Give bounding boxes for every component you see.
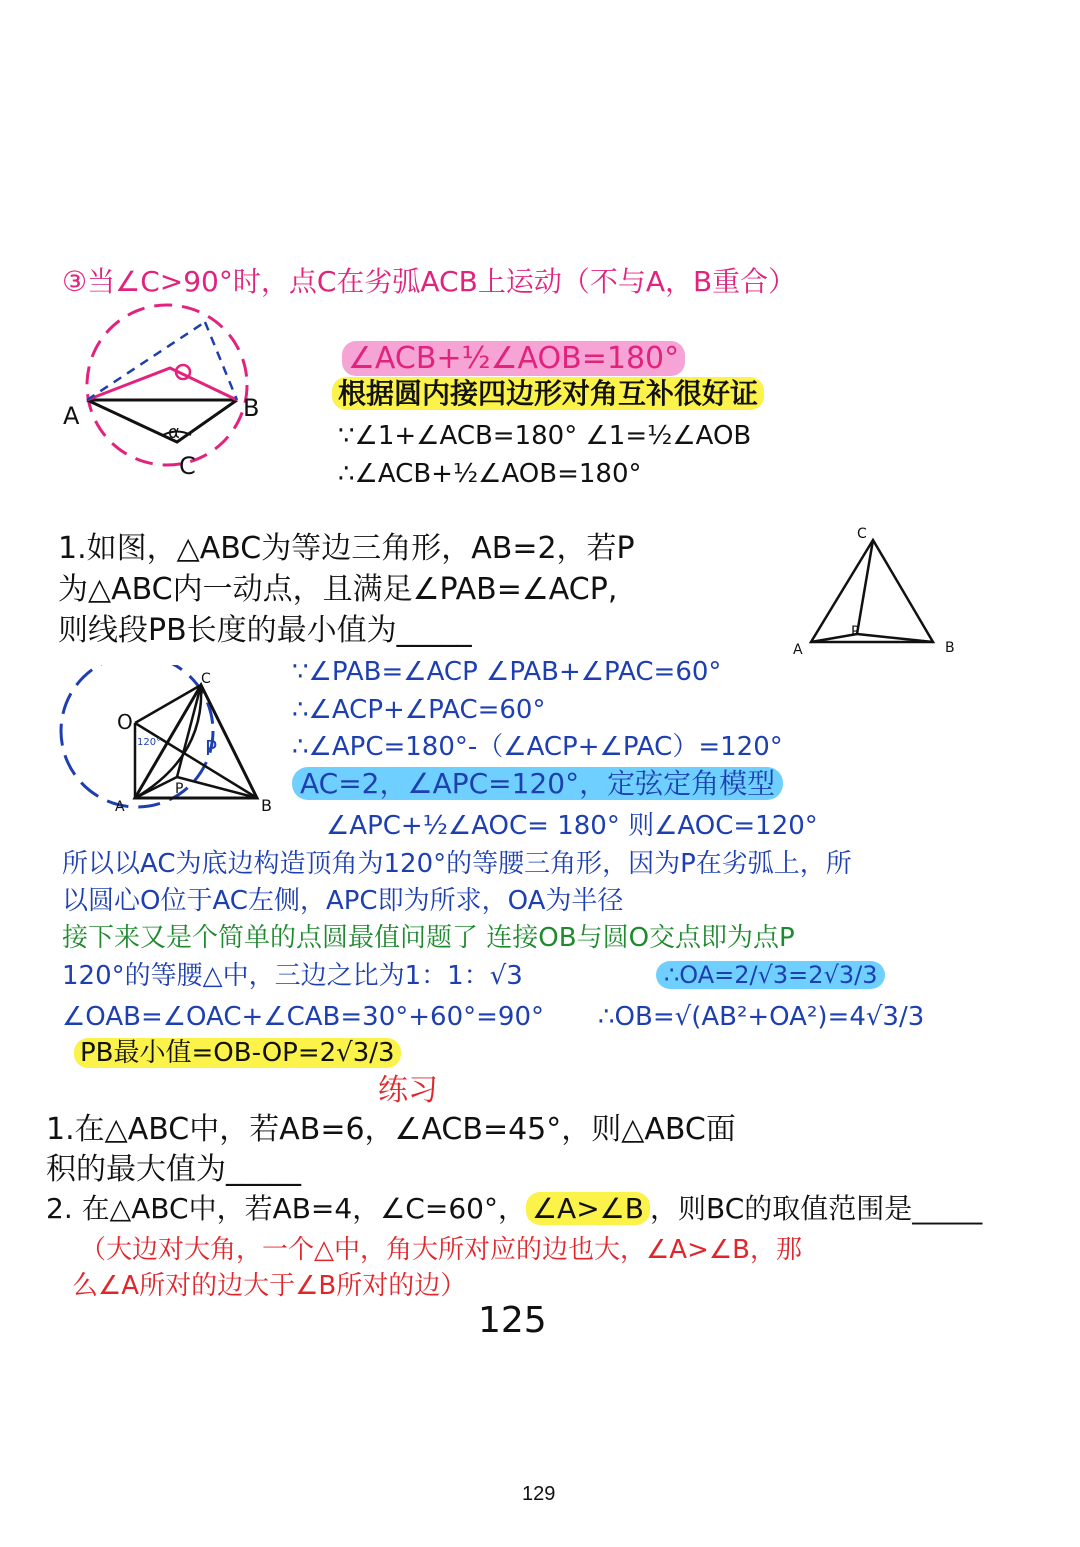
solution-paragraph-2: 以圆心O位于AC左侧，APC即为所求，OA为半径 bbox=[62, 886, 624, 916]
problem1-line1: 1.如图，△ABC为等边三角形，AB=2，若P bbox=[58, 531, 635, 566]
figure1-circle-diagram bbox=[55, 300, 285, 490]
figure3-label-b: B bbox=[261, 796, 272, 815]
figure1-lines-aob bbox=[87, 368, 237, 400]
figure3-construction-diagram bbox=[55, 665, 285, 825]
figure1-label-a: A bbox=[63, 402, 80, 430]
figure3-label-o: O bbox=[117, 710, 133, 734]
figure2-label-c: C bbox=[857, 526, 867, 542]
handwritten-page-number: 125 bbox=[478, 1300, 547, 1341]
section3-heading: ③当∠C>90°时，点C在劣弧ACB上运动（不与A，B重合） bbox=[62, 265, 797, 298]
figure1-dashed-a bbox=[87, 322, 205, 400]
exercise-note-line2: 么∠A所对的边大于∠B所对的边） bbox=[72, 1271, 467, 1301]
figure3-label-p-upper: P bbox=[205, 736, 218, 760]
figure1-label-c: C bbox=[179, 452, 196, 480]
figure2-triangle-diagram bbox=[785, 522, 965, 662]
exercise-note-line1: （大边对大角，一个△中，角大所对应的边也大，∠A>∠B，那 bbox=[80, 1235, 803, 1265]
exercise-q1-line2: 积的最大值为_____ bbox=[46, 1152, 301, 1187]
exercise-title: 练习 bbox=[378, 1073, 438, 1108]
solution-oa-value: ∴OA=2/√3=2√3/3 bbox=[656, 962, 885, 990]
solution-step-2: ∴∠ACP+∠PAC=60° bbox=[292, 695, 546, 725]
problem1-line3: 则线段PB长度的最小值为_____ bbox=[58, 613, 472, 648]
solution-step-1: ∵∠PAB=∠ACP ∠PAB+∠PAC=60° bbox=[292, 657, 722, 687]
figure1-label-alpha: α bbox=[168, 422, 180, 443]
figure3-line-cp bbox=[177, 685, 201, 777]
page-number: 129 bbox=[522, 1483, 556, 1505]
figure2-label-p: P bbox=[851, 624, 860, 640]
figure3-circle bbox=[61, 665, 213, 807]
exercise-q2-highlight: ∠A>∠B bbox=[526, 1192, 650, 1225]
figure3-label-c: C bbox=[201, 671, 211, 687]
solution-ob-line: ∴OB=√(AB²+OA²)=4√3/3 bbox=[598, 1002, 925, 1032]
figure3-label-angle: 120° bbox=[137, 737, 162, 748]
solution-step-3: ∴∠APC=180°-（∠ACP+∠PAC）=120° bbox=[292, 732, 783, 762]
figure3-label-p-lower: P bbox=[175, 781, 184, 797]
figure3-line-bp bbox=[177, 777, 257, 798]
solution-step-4: AC=2，∠APC=120°，定弦定角模型 bbox=[292, 768, 783, 800]
figure3-label-a: A bbox=[115, 799, 125, 815]
figure2-label-b: B bbox=[945, 640, 955, 656]
figure1-lines-acb bbox=[87, 400, 237, 442]
figure1-circle bbox=[87, 305, 247, 465]
exercise-q1-line1: 1.在△ABC中，若AB=6，∠ACB=45°，则△ABC面 bbox=[46, 1112, 736, 1147]
solution-paragraph-1: 所以以AC为底边构造顶角为120°的等腰三角形，因为P在劣弧上，所 bbox=[62, 849, 852, 879]
section3-proof-2: ∴∠ACB+½∠AOB=180° bbox=[338, 459, 642, 489]
problem1-line2: 为△ABC内一动点，且满足∠PAB=∠ACP, bbox=[58, 572, 618, 607]
solution-angle-line: ∠OAB=∠OAC+∠CAB=30°+60°=90° bbox=[62, 1002, 545, 1032]
section3-explanation: 根据圆内接四边形对角互补很好证 bbox=[332, 378, 764, 410]
figure2-label-a: A bbox=[793, 642, 803, 658]
section3-proof-1: ∵∠1+∠ACB=180° ∠1=½∠AOB bbox=[338, 421, 752, 451]
exercise-q2: 2. 在△ABC中，若AB=4，∠C=60°， ∠A>∠B ，则BC的取值范围是_____ bbox=[46, 1192, 983, 1225]
solution-ratio-line: 120°的等腰△中，三边之比为1：1：√3 bbox=[62, 961, 523, 991]
solution-answer: PB最小值=OB-OP=2√3/3 bbox=[74, 1039, 401, 1069]
figure2-triangle bbox=[811, 540, 933, 642]
solution-green-line: 接下来又是个简单的点圆最值问题了 连接OB与圆O交点即为点P bbox=[62, 923, 795, 953]
section3-formula: ∠ACB+½∠AOB=180° bbox=[342, 342, 685, 377]
solution-step-5: ∠APC+½∠AOC= 180° 则∠AOC=120° bbox=[326, 811, 818, 841]
figure1-label-b: B bbox=[243, 394, 260, 422]
